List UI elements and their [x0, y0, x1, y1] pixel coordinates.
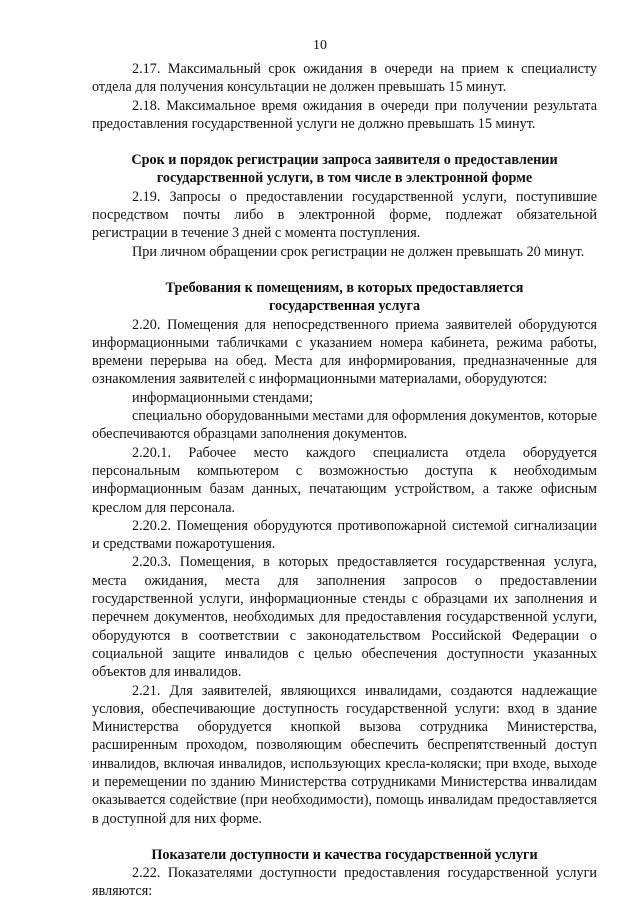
paragraph-2-20-1: 2.20.1. Рабочее место каждого специалиста отдела оборудуется персональным компьютером с возможностью доступа к необходимым информационным базам данных, печатающим устройством, а также офисным креслом для персонала. [92, 444, 597, 516]
paragraph-2-20-3: 2.20.3. Помещения, в которых предоставляется государственная услуга, места ожидания, места для заполнения запросов о предоставлении государственной услуги, информационные стенды с образцами их заполнения и перечнем документов, необходимых для предоставления государственной услуги, оборудуются в соответствии с законодательством Российской Федерации о социальной защите инвалидов с целью обеспечения доступности указанных объектов для инвалидов. [92, 554, 597, 681]
heading-premises: Требования к помещениям, в которых предоставляется государственная услуга [165, 279, 524, 315]
paragraph-2-19: 2.19. Запросы о предоставлении государственной услуги, поступившие посредством почты либо в электронной форме, подлежат обязательной регистрации в течение 3 дней с момента поступления. [92, 188, 597, 242]
paragraph-2-21: 2.21. Для заявителей, являющихся инвалидами, создаются надлежащие условия, обеспечивающие доступность государственной услуги: вход в здание Министерства оборудуется кнопкой вызова сотрудника Министерства, расширенным проходом, позволяющим обеспечить беспрепятственный доступ инвалидов, включая инвалидов, использующих кресла-коляски; при входе, выходе и перемещении по зданию Министерства сотрудниками Министерства инвалидам оказывается содействие (при необходимости), помощь инвалидам предоставляется в доступной для них форме. [92, 682, 597, 827]
paragraph-2-17: 2.17. Максимальный срок ожидания в очереди на прием к специалисту отдела для получения консультации не должен превышать 15 минут. [92, 61, 597, 96]
paragraph-2-19-personal: При личном обращении срок регистрации не должен превышать 20 минут. [132, 243, 585, 260]
paragraph-2-20: 2.20. Помещения для непосредственного приема заявителей оборудуются информационными табличками с указанием номера кабинета, режима работы, времени перерыва на обед. Места для информирования, предназначенные для ознакомления заявителей с информационными материалами, оборудуются: [92, 316, 597, 388]
list-item-info-stands: информационными стендами; [132, 389, 314, 406]
heading-registration: Срок и порядок регистрации запроса заявителя о предоставлении государственной услуги, в том числе в электронной форме [131, 152, 558, 187]
document-body [92, 60, 597, 901]
page-number: 10 [313, 38, 327, 53]
paragraph-2-22: 2.22. Показателями доступности предоставления государственной услуги являются: [92, 865, 597, 900]
list-item-doc-places: специально оборудованными местами для оформления документов, которые обеспечиваются образцами заполнения документов. [92, 408, 597, 443]
paragraph-2-20-2: 2.20.2. Помещения оборудуются противопожарной системой сигнализации и средствами пожаротушения. [92, 517, 597, 553]
heading-indicators: Показатели доступности и качества государственной услуги [151, 846, 538, 863]
paragraph-2-18: 2.18. Максимальное время ожидания в очереди при получении результата предоставления государственной услуги не должно превышать 15 минут. [92, 97, 597, 132]
